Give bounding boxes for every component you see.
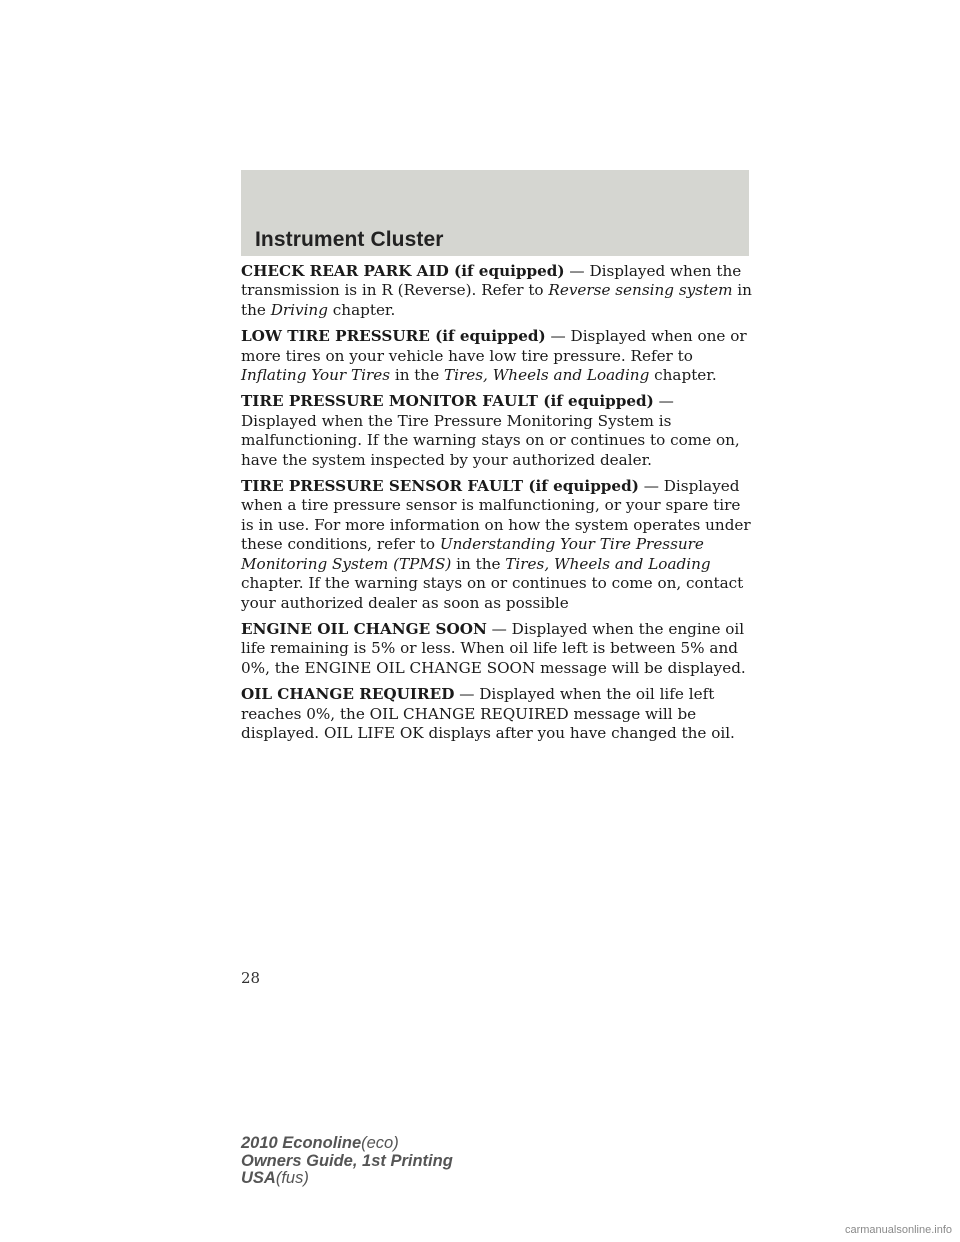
- entry-text: — Displayed when a tire pressure sensor is malfunctioning, or your spare tire is in use. For more information on how the system operates under these conditions, refer to: [241, 477, 751, 554]
- footer-region: USA: [241, 1169, 276, 1187]
- site-watermark: carmanualsonline.info: [844, 1224, 952, 1236]
- entry-term: ENGINE OIL CHANGE SOON: [241, 619, 487, 638]
- entry-term: TIRE PRESSURE SENSOR FAULT (if equipped): [241, 477, 639, 496]
- footer-region-line: [241, 1170, 453, 1188]
- entry-text: chapter.: [327, 300, 396, 319]
- entry-term: CHECK REAR PARK AID (if equipped): [241, 262, 565, 280]
- entry-text: — Displayed when one or more tires on your vehicle have low tire pressure. Refer to: [241, 327, 747, 365]
- entry-tire-pressure-sensor-fault: [241, 477, 753, 613]
- entry-text: — Displayed when the engine oil life remaining is 5% or less. When oil life left is between 5% and 0%, the ENGINE OIL CHANGE SOON message will be displayed.: [241, 619, 746, 677]
- entry-term: TIRE PRESSURE MONITOR FAULT (if equipped): [241, 392, 654, 411]
- entry-term: LOW TIRE PRESSURE (if equipped): [241, 327, 546, 346]
- entry-text: — Displayed when the oil life left reaches 0%, the OIL CHANGE REQUIRED message will be displayed. OIL LIFE OK displays after you have changed the oil.: [241, 685, 735, 742]
- entry-text: chapter.: [649, 366, 717, 385]
- entry-low-tire-pressure: [241, 327, 753, 385]
- cross-reference: Understanding Your Tire Pressure Monitoring System (TPMS): [241, 535, 704, 573]
- page-content: [241, 262, 753, 750]
- footer-region-code: (fus): [275, 1169, 309, 1187]
- chapter-reference: Tires, Wheels and Loading: [505, 554, 711, 573]
- entry-term: OIL CHANGE REQUIRED: [241, 685, 455, 704]
- entry-engine-oil-change-soon: [241, 620, 753, 678]
- entry-text: — Displayed when the transmission is in R (Reverse). Refer to: [241, 262, 742, 300]
- entry-text: — Displayed when the Tire Pressure Monitoring System is malfunctioning. If the warning stays on or continues to come on, have the system inspected by your authorized dealer.: [241, 392, 740, 469]
- entry-text: in the: [241, 281, 752, 319]
- entry-text: chapter. If the warning stays on or continues to come on, contact your authorized dealer as soon as possible: [241, 574, 744, 612]
- chapter-header-band: [241, 170, 749, 256]
- page-number: 28: [241, 969, 261, 987]
- footer-model-code: (eco): [361, 1134, 399, 1152]
- chapter-reference: Driving: [270, 300, 328, 319]
- entry-check-rear-park-aid: [241, 262, 753, 320]
- cross-reference: Inflating Your Tires: [241, 366, 391, 385]
- cross-reference: Reverse sensing system: [548, 281, 733, 300]
- entry-oil-change-required: [241, 685, 753, 743]
- footer-guide: Owners Guide, 1st Printing: [241, 1151, 453, 1170]
- footer-model-line: [241, 1135, 453, 1153]
- chapter-reference: Tires, Wheels and Loading: [444, 366, 650, 385]
- entry-tire-pressure-monitor-fault: [241, 392, 753, 470]
- document-footer: [241, 1135, 453, 1188]
- entry-text: in the: [451, 554, 506, 573]
- footer-model: 2010 Econoline: [241, 1134, 362, 1152]
- entry-text: in the: [390, 366, 445, 385]
- chapter-title: Instrument Cluster: [255, 228, 444, 251]
